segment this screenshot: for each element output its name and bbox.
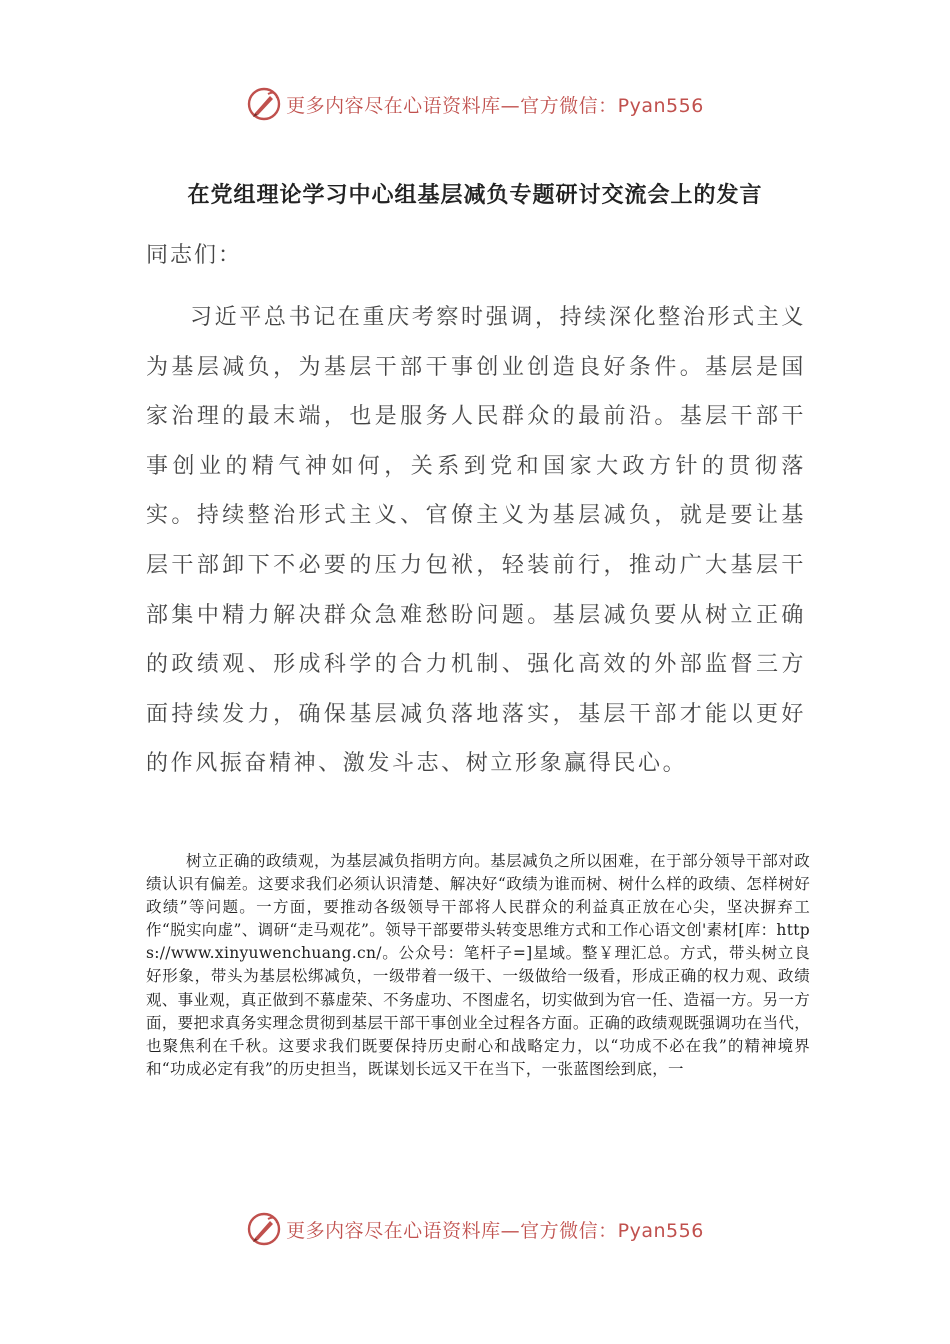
paragraph-intro: 习近平总书记在重庆考察时强调，持续深化整治形式主义为基层减负，为基层干部干事创业创造良好条件。基层是国家治理的最末端，也是服务人民群众的最前沿。基层干部干事创业的精气神如何，关系到党和国家大政方针的贯彻落实。持续整治形式主义、官僚主义为基层减负，就是要让基层干部卸下不必要的压力包袱，轻装前行，推动广大基层干部集中精力解决群众急难愁盼问题。基层减负要从树立正确的政绩观、形成科学的合力机制、强化高效的外部监督三方面持续发力，确保基层减负落地落实，基层干部才能以更好的作风振奋精神、激发斗志、树立形象赢得民心。	[146, 305, 806, 777]
salutation: 同志们：	[146, 243, 243, 268]
document-title: 在党组理论学习中心组基层减负专题研讨交流会上的发言	[187, 183, 763, 208]
watermark-text: 更多内容尽在心语资料库—官方微信：Pyan556	[286, 94, 704, 117]
paragraph-body: 树立正确的政绩观，为基层减负指明方向。基层减负之所以困难，在于部分领导干部对政绩认识有偏差。这要求我们必须认识清楚、解决好“政绩为谁而树、树什么样的政绩、怎样树好政绩”等问题。一方面，要推动各级领导干部将人民群众的利益真正放在心尖，坚决摒弃工作“脱实向虚”、调研“走马观花”。领导干部要带头转变思维方式和工作心语文创'素材[库：https://www.xinyuwenchuang.cn/。公众号：笔杆子=]星域。整￥理汇总。方式，带头树立良好形象，带头为基层松绑减负，一级带着一级干、一级做给一级看，形成正确的权力观、政绩观、事业观，真正做到不慕虚荣、不务虚功、不图虚名，切实做到为官一任、造福一方。另一方面，要把求真务实理念贯彻到基层干部干事创业全过程各方面。正确的政绩观既强调功在当代，也聚焦利在千秋。这要求我们既要保持历史耐心和战略定力，以“功成不必在我”的精神境界和“功成必定有我”的历史担当，既谋划长远又干在当下，一张蓝图绘到底，一	[146, 852, 810, 1078]
watermark-text: 更多内容尽在心语资料库—官方微信：Pyan556	[286, 1219, 704, 1242]
pen-logo-icon	[246, 86, 282, 122]
watermark-header	[0, 84, 950, 124]
watermark-footer	[0, 1209, 950, 1249]
pen-logo-icon	[246, 1211, 282, 1247]
